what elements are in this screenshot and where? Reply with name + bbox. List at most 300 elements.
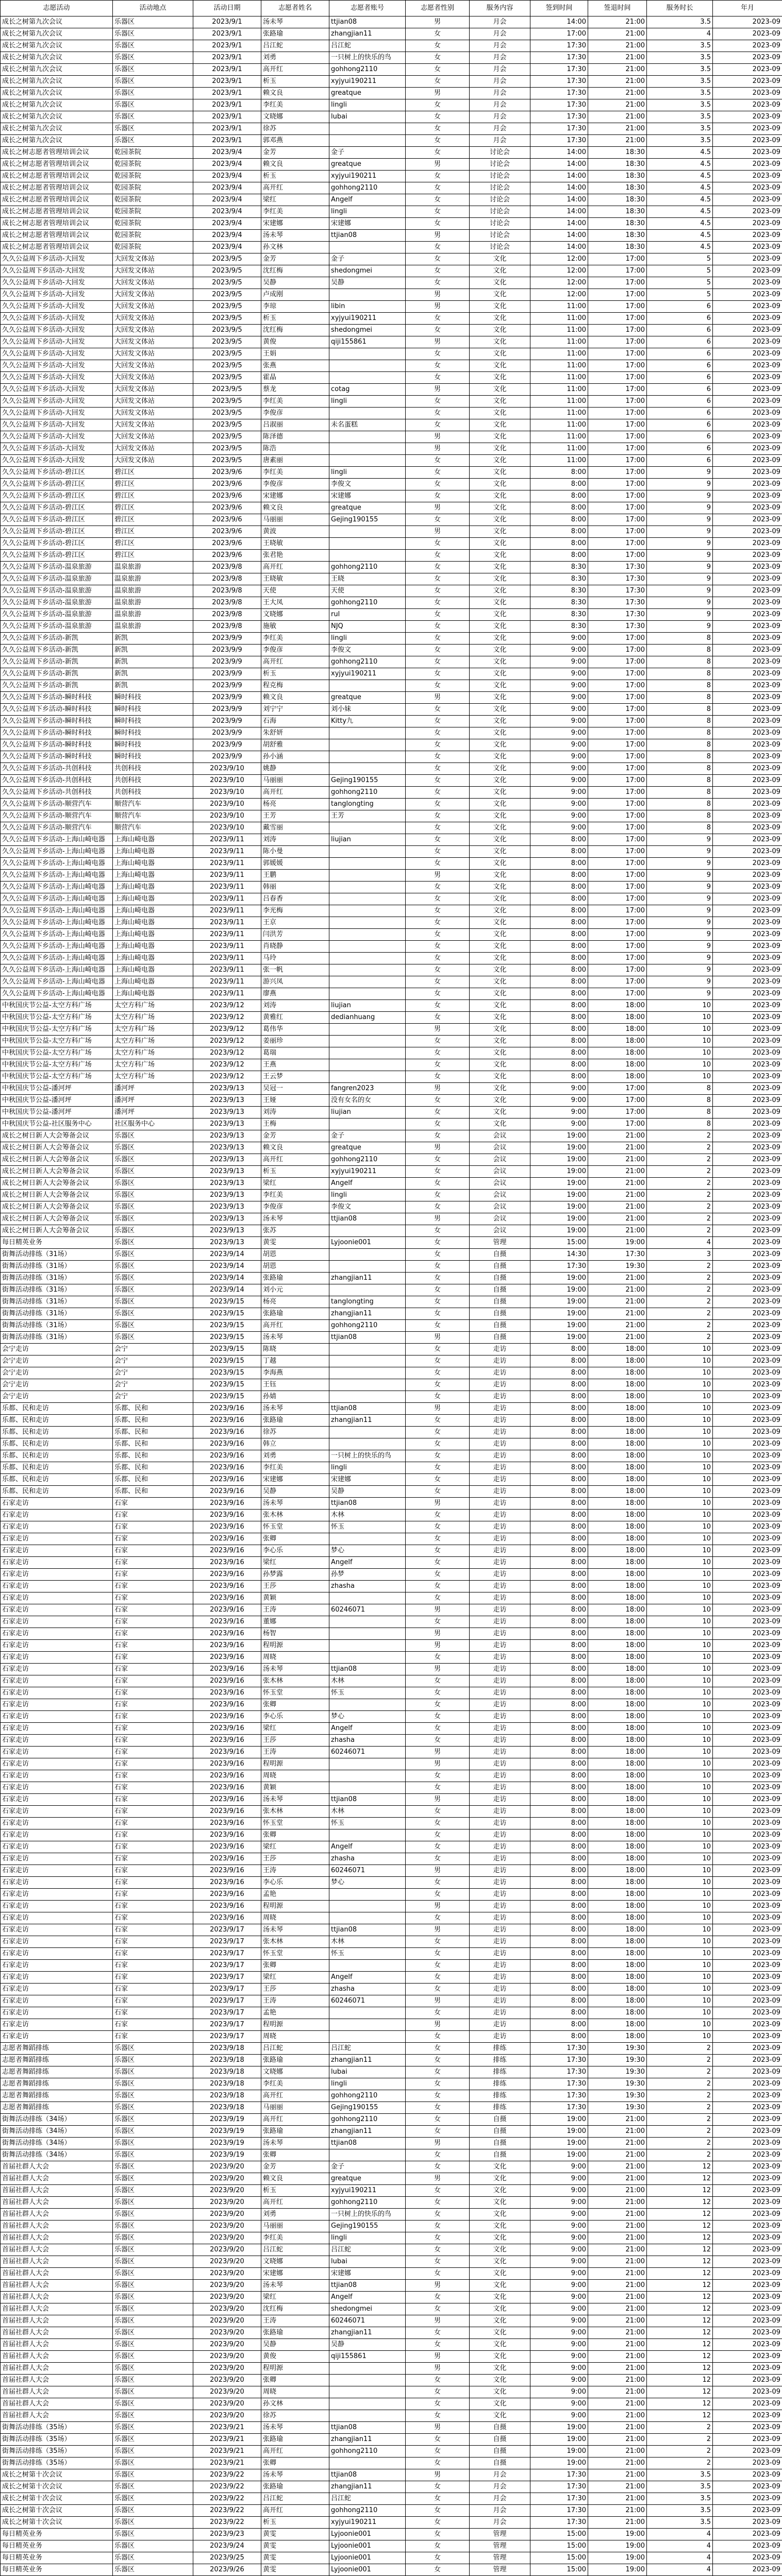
table-cell[interactable]: 17:30	[530, 123, 588, 135]
table-cell[interactable]: 6	[647, 443, 713, 455]
table-cell[interactable]: 李琼	[261, 301, 329, 313]
table-cell[interactable]: 10	[647, 1545, 713, 1557]
table-cell[interactable]: 女	[406, 111, 470, 123]
table-cell[interactable]: 2023/9/19	[193, 2138, 261, 2149]
table-cell[interactable]: 2023/9/20	[193, 2303, 261, 2315]
table-cell[interactable]: 首届社群人大会	[1, 2244, 113, 2256]
table-cell[interactable]: 沈红梅	[261, 325, 329, 336]
table-cell[interactable]: 8:00	[530, 1853, 588, 1865]
table-cell[interactable]: 2023/9/6	[193, 490, 261, 502]
table-cell[interactable]: 2023/9/1	[193, 52, 261, 64]
table-cell[interactable]: 18:00	[588, 1344, 647, 1355]
table-cell[interactable]: 李红美	[261, 1190, 329, 1201]
table-cell[interactable]: 9:00	[530, 2363, 588, 2375]
table-cell[interactable]: 张木林	[261, 1675, 329, 1687]
table-cell[interactable]: 久久公益周下乡活动-大回发	[1, 313, 113, 325]
table-cell[interactable]: 2023/9/18	[193, 2055, 261, 2066]
table-cell[interactable]: 2023-09	[713, 194, 782, 206]
table-cell[interactable]: 9:00	[530, 2244, 588, 2256]
table-cell[interactable]: 17:00	[588, 656, 647, 668]
table-cell[interactable]: 上海山崎电器	[113, 964, 193, 976]
table-cell[interactable]: Angelf	[329, 1557, 406, 1569]
table-cell[interactable]: 17:00	[588, 313, 647, 325]
table-cell[interactable]: 2023-09	[713, 739, 782, 751]
table-cell[interactable]: 17:00	[588, 502, 647, 514]
table-cell[interactable]: 管理	[470, 2540, 530, 2552]
table-cell[interactable]: 施敏	[261, 621, 329, 633]
table-cell[interactable]: 文化	[470, 301, 530, 313]
table-cell[interactable]: 2023/9/18	[193, 2043, 261, 2055]
table-cell[interactable]: 21:00	[588, 64, 647, 76]
table-cell[interactable]: 18:00	[588, 1391, 647, 1403]
table-cell[interactable]: 乾园茶院	[113, 242, 193, 253]
table-cell[interactable]: 18:00	[588, 1474, 647, 1486]
table-cell[interactable]: 2023-09	[713, 1166, 782, 1178]
table-cell[interactable]: 走访	[470, 1889, 530, 1901]
table-cell[interactable]: 2023/9/13	[193, 1166, 261, 1178]
table-cell[interactable]: 21:00	[588, 2161, 647, 2173]
table-cell[interactable]: 乐器区	[113, 2303, 193, 2315]
table-cell[interactable]: 王莎	[261, 1581, 329, 1592]
table-cell[interactable]: 11:00	[530, 419, 588, 431]
table-cell[interactable]: 走访	[470, 1427, 530, 1438]
table-cell[interactable]: 汤未琴	[261, 1403, 329, 1415]
table-cell[interactable]: 走访	[470, 1841, 530, 1853]
table-cell[interactable]: 宋建娜	[329, 2268, 406, 2280]
table-cell[interactable]: 唐素丽	[261, 455, 329, 467]
table-cell[interactable]	[329, 1616, 406, 1628]
table-cell[interactable]: 8	[647, 633, 713, 645]
table-cell[interactable]	[329, 550, 406, 562]
table-cell[interactable]: 2023-09	[713, 2552, 782, 2564]
table-cell[interactable]: 2023/9/20	[193, 2209, 261, 2221]
table-cell[interactable]: 2023-09	[713, 799, 782, 810]
table-cell[interactable]: 2	[647, 1166, 713, 1178]
table-cell[interactable]: 17:00	[588, 704, 647, 716]
table-cell[interactable]: 2	[647, 2458, 713, 2469]
table-cell[interactable]: 2023-09	[713, 1628, 782, 1640]
table-cell[interactable]: 女	[406, 597, 470, 609]
table-cell[interactable]: 21:00	[588, 2244, 647, 2256]
table-cell[interactable]: 文化	[470, 360, 530, 372]
column-header[interactable]: 志愿者性别	[406, 1, 470, 16]
table-cell[interactable]: 石家走访	[1, 1924, 113, 1936]
table-cell[interactable]: 2023-09	[713, 1521, 782, 1533]
table-cell[interactable]: 街舞活动排练（31场）	[1, 1273, 113, 1284]
table-cell[interactable]: 女	[406, 1889, 470, 1901]
table-cell[interactable]: 女	[406, 1770, 470, 1782]
table-cell[interactable]	[329, 1782, 406, 1794]
table-cell[interactable]: 高开红	[261, 2114, 329, 2126]
table-cell[interactable]: 程明源	[261, 2019, 329, 2031]
table-cell[interactable]: 新凯	[113, 656, 193, 668]
table-cell[interactable]: 9:00	[530, 2315, 588, 2327]
table-cell[interactable]: 自摄	[470, 2458, 530, 2469]
table-cell[interactable]: 2023/9/9	[193, 656, 261, 668]
table-cell[interactable]: gohhong2110	[329, 2197, 406, 2209]
table-cell[interactable]: 大回发文体站	[113, 301, 193, 313]
table-cell[interactable]: 2023-09	[713, 893, 782, 905]
table-cell[interactable]: 乐器区	[113, 2197, 193, 2209]
table-cell[interactable]: 2023/9/17	[193, 2019, 261, 2031]
table-cell[interactable]: 2023/9/16	[193, 1545, 261, 1557]
table-cell[interactable]: 石家	[113, 1770, 193, 1782]
table-cell[interactable]: 走访	[470, 2007, 530, 2019]
table-cell[interactable]: 女	[406, 609, 470, 621]
table-cell[interactable]	[329, 2458, 406, 2469]
table-cell[interactable]: 周晓	[261, 1912, 329, 1924]
table-cell[interactable]: 19:00	[530, 1142, 588, 1154]
table-cell[interactable]: 9	[647, 858, 713, 870]
table-cell[interactable]: 18:00	[588, 1557, 647, 1569]
table-cell[interactable]: 9:00	[530, 633, 588, 645]
table-cell[interactable]: 2023-09	[713, 1592, 782, 1604]
table-cell[interactable]: 2023-09	[713, 1557, 782, 1569]
table-cell[interactable]: 10	[647, 1865, 713, 1877]
table-cell[interactable]: 王涛	[261, 2315, 329, 2327]
table-cell[interactable]: 8:30	[530, 621, 588, 633]
table-cell[interactable]: 王晓敏	[261, 538, 329, 550]
table-cell[interactable]: 21:00	[588, 2446, 647, 2458]
table-cell[interactable]: 会宁走访	[1, 1344, 113, 1355]
table-cell[interactable]	[329, 1071, 406, 1083]
table-cell[interactable]: 女	[406, 396, 470, 408]
table-cell[interactable]: 2023-09	[713, 1438, 782, 1450]
table-cell[interactable]: 女	[406, 633, 470, 645]
table-cell[interactable]: 8:00	[530, 1806, 588, 1818]
table-cell[interactable]: 瞬时科技	[113, 716, 193, 727]
table-cell[interactable]: 女	[406, 787, 470, 799]
table-cell[interactable]: 2023-09	[713, 1213, 782, 1225]
table-cell[interactable]	[329, 917, 406, 929]
table-cell[interactable]: ttjian08	[329, 1794, 406, 1806]
table-cell[interactable]: 碧江区	[113, 526, 193, 538]
table-cell[interactable]: 2023-09	[713, 99, 782, 111]
table-cell[interactable]: 8:00	[530, 1569, 588, 1581]
table-cell[interactable]: 潘河坪	[113, 1107, 193, 1118]
table-cell[interactable]: 走访	[470, 1758, 530, 1770]
table-cell[interactable]: 12	[647, 2375, 713, 2386]
table-cell[interactable]: 会议	[470, 1178, 530, 1190]
table-cell[interactable]: 10	[647, 1592, 713, 1604]
table-cell[interactable]: 久久公益周下乡活动-瞬时科技	[1, 727, 113, 739]
table-cell[interactable]: 女	[406, 52, 470, 64]
table-cell[interactable]: 黄雯	[261, 1237, 329, 1249]
table-cell[interactable]: 10	[647, 1344, 713, 1355]
table-cell[interactable]: 上海山崎电器	[113, 941, 193, 953]
table-cell[interactable]: 2023/9/16	[193, 1604, 261, 1616]
table-cell[interactable]: 乐器区	[113, 1166, 193, 1178]
table-cell[interactable]: 首届社群人大会	[1, 2339, 113, 2351]
table-cell[interactable]: 上海山崎电器	[113, 893, 193, 905]
table-cell[interactable]: 女	[406, 917, 470, 929]
table-cell[interactable]: 2023-09	[713, 1379, 782, 1391]
table-cell[interactable]	[329, 893, 406, 905]
table-cell[interactable]: 10	[647, 1071, 713, 1083]
table-cell[interactable]: 8:00	[530, 1948, 588, 1960]
table-cell[interactable]: 孟艳	[261, 1889, 329, 1901]
table-cell[interactable]: 高开红	[261, 2090, 329, 2102]
table-cell[interactable]: 乐器区	[113, 1178, 193, 1190]
table-cell[interactable]: 乐器区	[113, 1154, 193, 1166]
table-cell[interactable]: Lyjoonie001	[329, 2564, 406, 2576]
table-cell[interactable]: 2023-09	[713, 1036, 782, 1047]
table-cell[interactable]: 中秋国庆节公益-潘河坪	[1, 1083, 113, 1095]
table-cell[interactable]: 4.5	[647, 147, 713, 159]
table-cell[interactable]	[329, 941, 406, 953]
table-cell[interactable]: 女	[406, 893, 470, 905]
table-cell[interactable]: 走访	[470, 1770, 530, 1782]
table-cell[interactable]: gohhong2110	[329, 64, 406, 76]
table-cell[interactable]: 17:00	[588, 645, 647, 656]
table-cell[interactable]	[329, 763, 406, 775]
table-cell[interactable]: 18:00	[588, 1498, 647, 1510]
table-cell[interactable]: 18:00	[588, 1711, 647, 1723]
table-cell[interactable]: 10	[647, 1533, 713, 1545]
table-cell[interactable]: 文化	[470, 964, 530, 976]
table-cell[interactable]: 乐器区	[113, 2386, 193, 2398]
table-cell[interactable]: 木林	[329, 1510, 406, 1521]
table-cell[interactable]: 2023/9/22	[193, 2469, 261, 2481]
table-cell[interactable]: 2023-09	[713, 1462, 782, 1474]
table-cell[interactable]: 18:00	[588, 1592, 647, 1604]
table-cell[interactable]: 9:00	[530, 2256, 588, 2268]
table-cell[interactable]: 自摄	[470, 2434, 530, 2446]
table-cell[interactable]: 石家	[113, 1675, 193, 1687]
table-cell[interactable]: 乾园茶院	[113, 182, 193, 194]
table-cell[interactable]: 大回发文体站	[113, 360, 193, 372]
table-cell[interactable]: 张卿	[261, 2458, 329, 2469]
table-cell[interactable]: 张路瑜	[261, 2055, 329, 2066]
table-cell[interactable]: 11:00	[530, 396, 588, 408]
table-cell[interactable]: 21:00	[588, 1296, 647, 1308]
table-cell[interactable]: 17:00	[588, 799, 647, 810]
table-cell[interactable]	[329, 1225, 406, 1237]
table-cell[interactable]: 石家	[113, 1569, 193, 1581]
table-cell[interactable]: 文化	[470, 668, 530, 680]
table-cell[interactable]: 2023/9/17	[193, 2007, 261, 2019]
table-cell[interactable]: 久久公益周下乡活动-温泉旅游	[1, 585, 113, 597]
table-cell[interactable]: 文化	[470, 573, 530, 585]
table-cell[interactable]: 文化	[470, 822, 530, 834]
table-cell[interactable]: 18:00	[588, 1758, 647, 1770]
table-cell[interactable]	[329, 1699, 406, 1711]
table-cell[interactable]: 李心乐	[261, 1877, 329, 1889]
table-cell[interactable]: 21:00	[588, 1130, 647, 1142]
table-cell[interactable]: 21:00	[588, 2256, 647, 2268]
table-cell[interactable]: 21:00	[588, 2505, 647, 2517]
table-cell[interactable]: 上海山崎电器	[113, 976, 193, 988]
table-cell[interactable]: 2023-09	[713, 455, 782, 467]
table-cell[interactable]: 3.5	[647, 99, 713, 111]
table-cell[interactable]	[329, 964, 406, 976]
table-cell[interactable]: 2023-09	[713, 1770, 782, 1782]
table-cell[interactable]: 析玉	[261, 171, 329, 182]
table-cell[interactable]: 文化	[470, 408, 530, 419]
table-cell[interactable]: 2023/9/6	[193, 538, 261, 550]
table-cell[interactable]: lingli	[329, 2078, 406, 2090]
table-cell[interactable]: 9:00	[530, 692, 588, 704]
table-cell[interactable]	[329, 846, 406, 858]
table-cell[interactable]: 男	[406, 1142, 470, 1154]
table-cell[interactable]: 石家	[113, 1664, 193, 1675]
table-cell[interactable]: 10	[647, 1640, 713, 1652]
table-cell[interactable]: 2023/9/9	[193, 739, 261, 751]
table-cell[interactable]: 9:00	[530, 2386, 588, 2398]
table-cell[interactable]: 2023/9/11	[193, 893, 261, 905]
table-cell[interactable]: 5	[647, 277, 713, 289]
table-cell[interactable]: 12	[647, 2173, 713, 2185]
table-cell[interactable]: 9	[647, 526, 713, 538]
table-cell[interactable]: 街舞活动排练（31场）	[1, 1332, 113, 1344]
table-cell[interactable]: 2023-09	[713, 1178, 782, 1190]
table-cell[interactable]: 9	[647, 953, 713, 964]
table-cell[interactable]: libin	[329, 301, 406, 313]
table-cell[interactable]: 10	[647, 1675, 713, 1687]
table-cell[interactable]: 2023-09	[713, 1047, 782, 1059]
table-cell[interactable]: 8:00	[530, 1984, 588, 1995]
table-cell[interactable]: 17:30	[588, 573, 647, 585]
table-cell[interactable]: 男	[406, 2280, 470, 2292]
table-cell[interactable]: 8:00	[530, 834, 588, 846]
table-cell[interactable]: 2023/9/13	[193, 1154, 261, 1166]
table-cell[interactable]: 女	[406, 2185, 470, 2197]
table-cell[interactable]: 17:00	[588, 514, 647, 526]
table-cell[interactable]: 王京	[261, 917, 329, 929]
table-cell[interactable]: 女	[406, 941, 470, 953]
table-cell[interactable]: 3.5	[647, 88, 713, 99]
table-cell[interactable]: 女	[406, 1249, 470, 1261]
table-cell[interactable]: 上海山崎电器	[113, 846, 193, 858]
table-cell[interactable]: 18:00	[588, 1071, 647, 1083]
table-cell[interactable]: 2023-09	[713, 1107, 782, 1118]
table-cell[interactable]: 上海山崎电器	[113, 834, 193, 846]
table-cell[interactable]: 胡恩	[261, 1261, 329, 1273]
table-cell[interactable]: 17:00	[588, 680, 647, 692]
table-cell[interactable]: 2023/9/17	[193, 1924, 261, 1936]
table-cell[interactable]: 久久公益周下乡活动-大回发	[1, 336, 113, 348]
table-cell[interactable]: 析玉	[261, 313, 329, 325]
table-cell[interactable]: 8:00	[530, 1995, 588, 2007]
table-cell[interactable]: 2023-09	[713, 1533, 782, 1545]
table-cell[interactable]: 陈晓	[261, 1344, 329, 1355]
table-cell[interactable]: 17:30	[530, 111, 588, 123]
table-cell[interactable]: 乐器区	[113, 2173, 193, 2185]
table-cell[interactable]: 17:30	[530, 2043, 588, 2055]
table-cell[interactable]	[329, 751, 406, 763]
table-cell[interactable]	[329, 1592, 406, 1604]
table-cell[interactable]: 首届社群人大会	[1, 2173, 113, 2185]
table-cell[interactable]	[329, 2410, 406, 2422]
table-cell[interactable]: 2023/9/16	[193, 1687, 261, 1699]
table-cell[interactable]: 9:00	[530, 2268, 588, 2280]
table-cell[interactable]: 6	[647, 313, 713, 325]
table-cell[interactable]: 久久公益周下乡活动-大回发	[1, 396, 113, 408]
table-cell[interactable]: 陈浩	[261, 443, 329, 455]
table-cell[interactable]: 大回发文体站	[113, 372, 193, 384]
table-cell[interactable]: 9:00	[530, 1083, 588, 1095]
table-cell[interactable]: 王娟	[261, 348, 329, 360]
table-cell[interactable]	[329, 1118, 406, 1130]
table-cell[interactable]: 首届社群人大会	[1, 2363, 113, 2375]
table-cell[interactable]: 2023-09	[713, 1403, 782, 1415]
table-cell[interactable]: 2	[647, 2055, 713, 2066]
table-cell[interactable]: 石家	[113, 1806, 193, 1818]
table-cell[interactable]: 文化	[470, 1012, 530, 1024]
table-cell[interactable]: 2023-09	[713, 2339, 782, 2351]
table-cell[interactable]: 2023-09	[713, 2102, 782, 2114]
table-cell[interactable]	[329, 360, 406, 372]
table-cell[interactable]: 2023/9/16	[193, 1486, 261, 1498]
table-cell[interactable]: 走访	[470, 1379, 530, 1391]
table-cell[interactable]: 乐器区	[113, 2422, 193, 2434]
table-cell[interactable]: 21:00	[588, 1166, 647, 1178]
table-cell[interactable]: 走访	[470, 1640, 530, 1652]
table-cell[interactable]: 金子	[329, 2161, 406, 2173]
table-cell[interactable]: 9:00	[530, 2209, 588, 2221]
table-cell[interactable]: 石家走访	[1, 1664, 113, 1675]
table-cell[interactable]: 2023/9/16	[193, 1723, 261, 1735]
table-cell[interactable]: 2023/9/17	[193, 1960, 261, 1972]
column-header[interactable]: 签到时间	[530, 1, 588, 16]
table-cell[interactable]: 文化	[470, 455, 530, 467]
table-cell[interactable]: 21:00	[588, 2221, 647, 2232]
table-cell[interactable]: 2023/9/6	[193, 467, 261, 479]
table-cell[interactable]: 2023/9/4	[193, 194, 261, 206]
table-cell[interactable]: 2023-09	[713, 2185, 782, 2197]
table-cell[interactable]: 2023-09	[713, 1273, 782, 1284]
table-cell[interactable]: 21:00	[588, 88, 647, 99]
table-cell[interactable]: 18:00	[588, 1047, 647, 1059]
table-cell[interactable]: 2023-09	[713, 289, 782, 301]
table-cell[interactable]: 12	[647, 2363, 713, 2375]
table-cell[interactable]: 走访	[470, 1675, 530, 1687]
table-cell[interactable]: lingli	[329, 206, 406, 218]
table-cell[interactable]: 17:00	[588, 396, 647, 408]
table-cell[interactable]: 乐器区	[113, 123, 193, 135]
table-cell[interactable]: 成长之树第十次会议	[1, 2517, 113, 2529]
table-cell[interactable]: 2023-09	[713, 1225, 782, 1237]
table-cell[interactable]: 9	[647, 490, 713, 502]
table-cell[interactable]: 男	[406, 1758, 470, 1770]
table-cell[interactable]: 18:30	[588, 230, 647, 242]
column-header[interactable]: 签退时间	[588, 1, 647, 16]
table-cell[interactable]: 2023-09	[713, 1877, 782, 1889]
table-cell[interactable]: 乐器区	[113, 2552, 193, 2564]
table-cell[interactable]: lingli	[329, 467, 406, 479]
table-cell[interactable]: 2023/9/11	[193, 929, 261, 941]
table-cell[interactable]: 2	[647, 1273, 713, 1284]
table-cell[interactable]: 10	[647, 1427, 713, 1438]
table-cell[interactable]: 久久公益周下乡活动-温泉旅游	[1, 609, 113, 621]
table-cell[interactable]: 会议	[470, 1201, 530, 1213]
table-cell[interactable]: 2023-09	[713, 2280, 782, 2292]
table-cell[interactable]: 久久公益周下乡活动-顺营汽车	[1, 799, 113, 810]
table-cell[interactable]: 久久公益周下乡活动-碧江区	[1, 514, 113, 526]
table-cell[interactable]: 9:00	[530, 2221, 588, 2232]
table-cell[interactable]: 8:00	[530, 1036, 588, 1047]
table-cell[interactable]: 2023/9/10	[193, 799, 261, 810]
table-cell[interactable]: 首届社群人大会	[1, 2185, 113, 2197]
table-cell[interactable]: 乐都、民和	[113, 1427, 193, 1438]
table-cell[interactable]: 10	[647, 1995, 713, 2007]
table-cell[interactable]: 2023-09	[713, 621, 782, 633]
table-cell[interactable]: 2023/9/20	[193, 2375, 261, 2386]
table-cell[interactable]: 女	[406, 171, 470, 182]
table-cell[interactable]: 顺营汽车	[113, 810, 193, 822]
table-cell[interactable]: 2023-09	[713, 692, 782, 704]
table-cell[interactable]: 11:00	[530, 301, 588, 313]
